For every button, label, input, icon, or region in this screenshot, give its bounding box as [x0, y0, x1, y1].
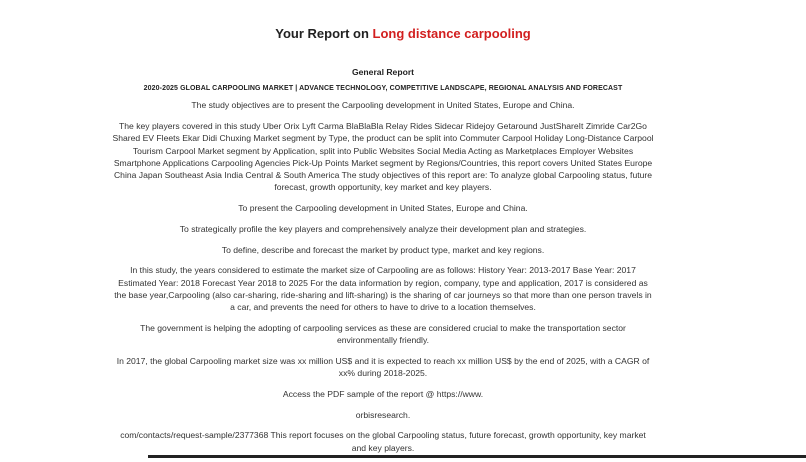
- paragraph-pdf-access: Access the PDF sample of the report @ https://www.: [282, 388, 484, 399]
- report-heading: General Report: [351, 67, 415, 77]
- title-prefix: Your Report on: [275, 26, 373, 41]
- paragraph-define-market: To define, describe and forecast the market by product type, market and key regions.: [221, 244, 545, 255]
- page-title: [0, 26, 806, 41]
- paragraph-study-years: In this study, the years considered to estimate the market size of Carpooling are as follows: History Year: 2013-2017 Base Year: 2017 Estimated Year: 2018 Forecast Year 2018 to 2025 For the data information by region, company, type and application, 2017 is considered as the base year,Carpooling (also car-sharing, ride-sharing and lift-sharing) is the sharing of car journeys so that more than one person travels in a car, and prevents the need for others to have to drive to a location themselves.: [114, 265, 652, 313]
- paragraph-market-size: In 2017, the global Carpooling market size was xx million US$ and it is expected to reach xx million US$ by the end of 2025, with a CAGR of xx% during 2018-2025.: [116, 355, 650, 379]
- title-accent: Long distance carpooling: [372, 26, 531, 41]
- paragraph-report-focus: com/contacts/request-sample/2377368 This report focuses on the global Carpooling status, future forecast, growth opportunity, key market and key players.: [120, 430, 646, 453]
- paragraph-objectives: The study objectives are to present the Carpooling development in United States, Europe and China.: [191, 100, 575, 111]
- paragraph-government: The government is helping the adopting of carpooling services as these are considered crucial to make the transportation sector environmentally friendly.: [140, 322, 626, 346]
- report-body: [112, 66, 654, 462]
- paragraph-profile-players: To strategically profile the key players and comprehensively analyze their development plan and strategies.: [179, 223, 587, 234]
- report-subheading: 2020-2025 GLOBAL CARPOOLING MARKET | ADVANCE TECHNOLOGY, COMPETITIVE LANDSCAPE, REGIONAL ANALYSIS AND FORECAST: [143, 85, 623, 93]
- paragraph-url-part: orbisresearch.: [355, 409, 411, 420]
- paragraph-present-development: To present the Carpooling development in United States, Europe and China.: [238, 203, 528, 214]
- paragraph-key-players: The key players covered in this study Uber Orix Lyft Carma BlaBlaBla Relay Rides Sidecar Ridejoy Getaround JustShareIt Zimride Car2Go Shared EV Fleets Ekar Didi Chuxing Market segment by Type, the product can be split into Commuter Carpool Holiday Long-Distance Carpool Tourism Carpool Market segment by Application, split into Public Websites Social Media Acting as Marketplaces Employer Websites Smartphone Applications Carpooling Agencies Pick-Up Points Market segment by Regions/Countries, this report covers United States Europe China Japan Southeast Asia India Central & South America The study objectives of this report are: To analyze global Carpooling status, future forecast, growth opportunity, key market and key players.: [112, 121, 654, 193]
